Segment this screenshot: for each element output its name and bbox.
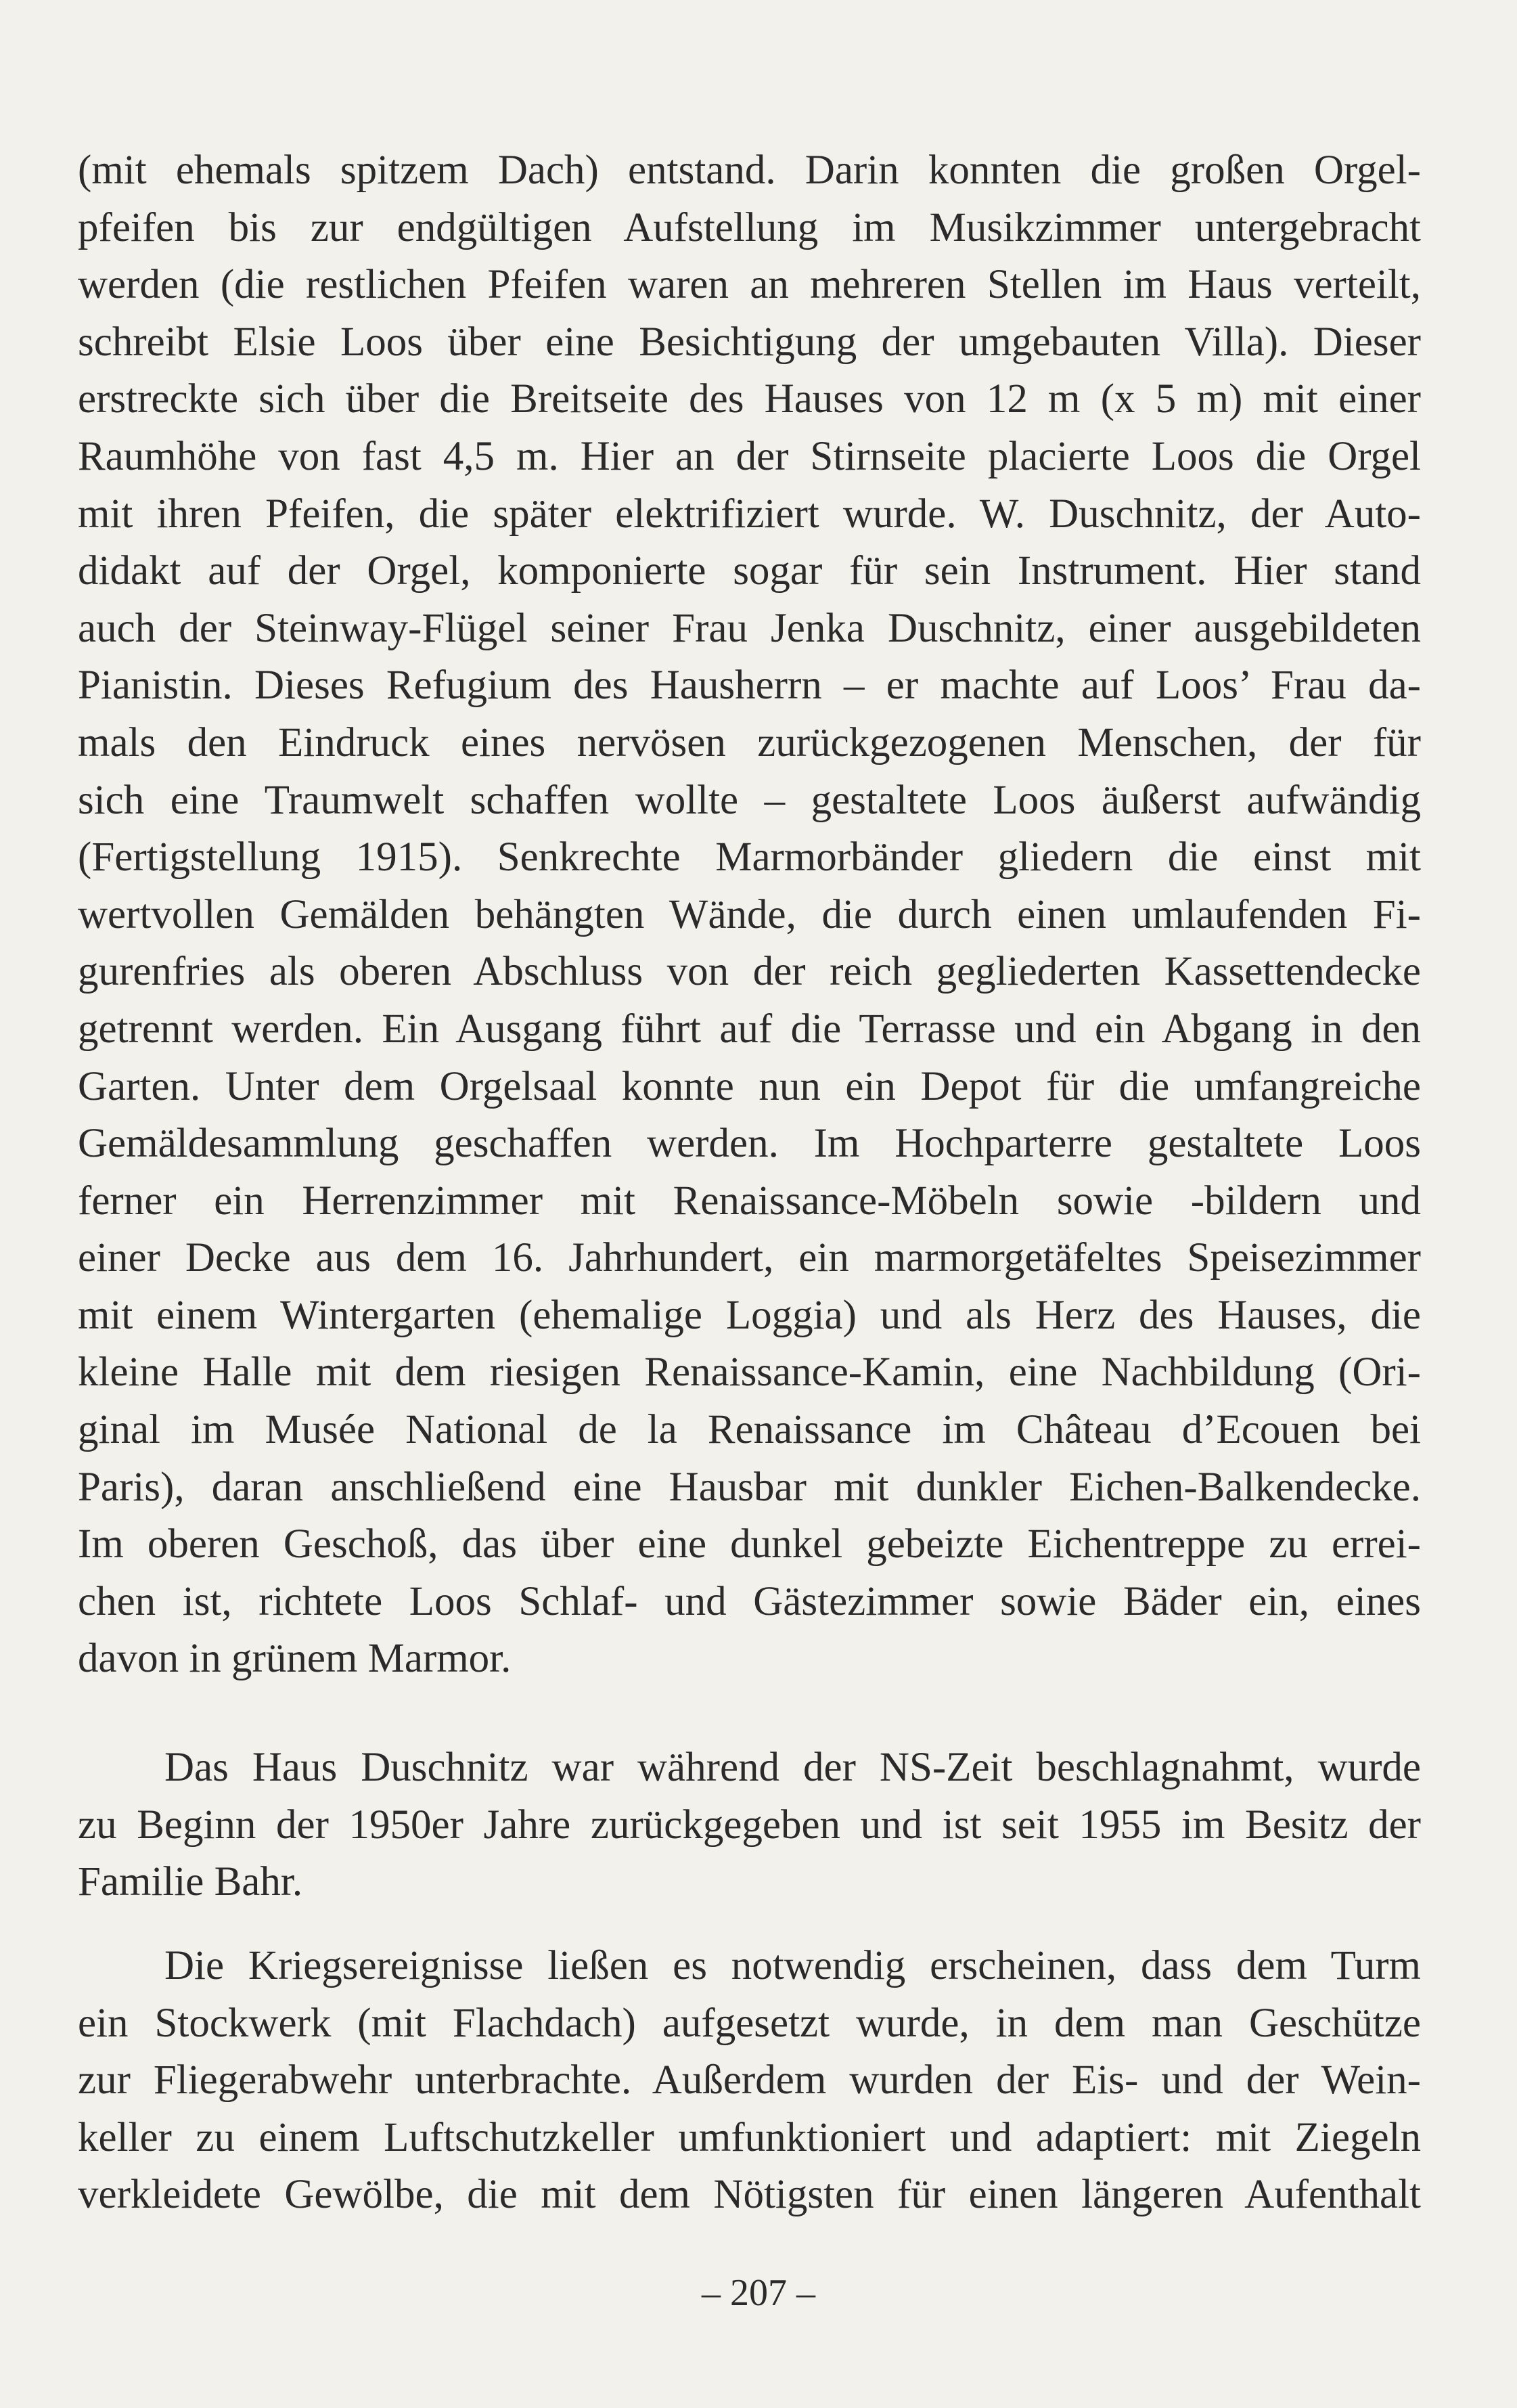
text-line: ferner ein Herrenzimmer mit Renaissance-Möbeln sowie -bildern und [78,1178,1421,1224]
text-line: schreibt Elsie Loos über eine Besichtigung der umgebauten Villa). Dieser [78,319,1421,365]
text-line: werden (die restlichen Pfeifen waren an mehreren Stellen im Haus verteilt, [78,262,1421,308]
paragraph-2 [78,1739,1421,1911]
paragraph-3 [78,1938,1421,2224]
text-line: zur Fliegerabwehr unterbrachte. Außerdem wurden der Eis- und der Wein- [78,2057,1421,2103]
text-line: mals den Eindruck eines nervösen zurückgezogenen Menschen, der für [78,719,1421,765]
text-line: Garten. Unter dem Orgelsaal konnte nun ein Depot für die umfangreiche [78,1063,1421,1109]
text-line: Familie Bahr. [78,1859,303,1905]
text-line: Das Haus Duschnitz war während der NS-Zeit beschlagnahmt, wurde [164,1745,1421,1790]
text-line: Gemäldesammlung geschaffen werden. Im Hochparterre gestaltete Loos [78,1121,1421,1167]
text-line: gurenfries als oberen Abschluss von der reich gegliederten Kassettendecke [78,949,1421,995]
paragraph-1 [78,142,1421,1688]
text-line: wertvollen Gemälden behängten Wände, die durch einen umlaufenden Fi- [78,891,1421,937]
text-line: einer Decke aus dem 16. Jahrhundert, ein marmorgetäfeltes Speisezimmer [78,1235,1421,1281]
text-line: Raumhöhe von fast 4,5 m. Hier an der Stirnseite placierte Loos die Orgel [78,433,1421,479]
text-line: didakt auf der Orgel, komponierte sogar für sein Instrument. Hier stand [78,548,1421,594]
text-line: (mit ehemals spitzem Dach) entstand. Darin konnten die großen Orgel- [78,148,1421,193]
page-number: – 207 – [702,2272,815,2314]
text-line: getrennt werden. Ein Ausgang führt auf die Terrasse und ein Abgang in den [78,1006,1421,1052]
text-line: mit ihren Pfeifen, die später elektrifiziert wurde. W. Duschnitz, der Auto- [78,491,1421,537]
text-line: ginal im Musée National de la Renaissance im Château d’Ecouen bei [78,1407,1421,1453]
text-line: erstreckte sich über die Breitseite des Hauses von 12 m (x 5 m) mit einer [78,376,1421,422]
text-line: zu Beginn der 1950er Jahre zurückgegeben und ist seit 1955 im Besitz der [78,1802,1421,1848]
text-line: auch der Steinway-Flügel seiner Frau Jenka Duschnitz, einer ausgebildeten [78,605,1421,651]
text-line: Pianistin. Dieses Refugium des Hausherrn – er machte auf Loos’ Frau da- [78,663,1421,709]
text-line: Im oberen Geschoß, das über eine dunkel gebeizte Eichentreppe zu errei- [78,1521,1421,1567]
text-line: mit einem Wintergarten (ehemalige Loggia) und als Herz des Hauses, die [78,1292,1421,1338]
text-line: chen ist, richtete Loos Schlaf- und Gästezimmer sowie Bäder ein, eines [78,1578,1421,1624]
text-line: (Fertigstellung 1915). Senkrechte Marmorbänder gliedern die einst mit [78,834,1421,880]
text-line: kleine Halle mit dem riesigen Renaissance-Kamin, eine Nachbildung (Ori- [78,1350,1421,1396]
text-line: sich eine Traumwelt schaffen wollte – gestaltete Loos äußerst aufwändig [78,777,1421,823]
text-line: davon in grünem Marmor. [78,1636,512,1682]
text-line: Paris), daran anschließend eine Hausbar mit dunkler Eichen-Balkendecke. [78,1464,1421,1510]
text-line: pfeifen bis zur endgültigen Aufstellung im Musikzimmer untergebracht [78,204,1421,250]
text-line: Die Kriegsereignisse ließen es notwendig erscheinen, dass dem Turm [164,1943,1421,1988]
text-line: ein Stockwerk (mit Flachdach) aufgesetzt wurde, in dem man Geschütze [78,2000,1421,2046]
text-line: verkleidete Gewölbe, die mit dem Nötigsten für einen längeren Aufenthalt [78,2172,1421,2218]
text-line: keller zu einem Luftschutzkeller umfunktioniert und adaptiert: mit Ziegeln [78,2114,1421,2160]
